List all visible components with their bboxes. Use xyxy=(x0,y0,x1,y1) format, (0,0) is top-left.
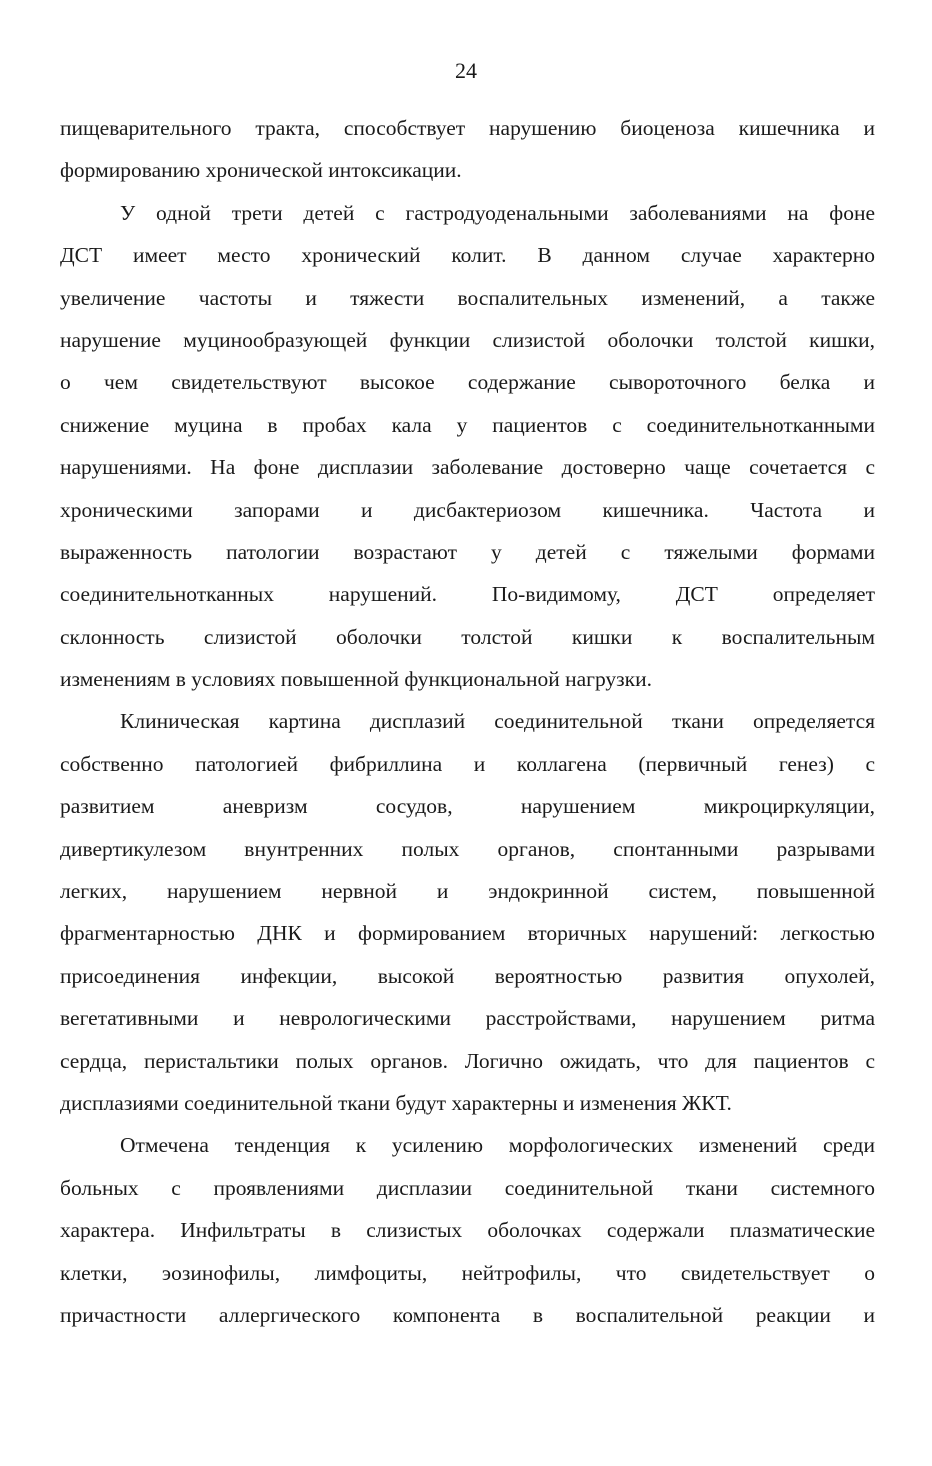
text-line: нарушение муцинообразующей функции слизистой оболочки толстой кишки, xyxy=(60,327,875,352)
text-line: хроническими запорами и дисбактериозом кишечника. Частота и xyxy=(60,497,875,522)
text-line: склонность слизистой оболочки толстой кишки к воспалительным xyxy=(60,624,875,649)
text-line: Отмечена тенденция к усилению морфологических изменений среди xyxy=(120,1133,875,1158)
text-line: развитием аневризм сосудов, нарушением микроциркуляции, xyxy=(60,794,875,819)
text-line: дивертикулезом внунтренних полых органов, спонтанными разрывами xyxy=(60,836,875,861)
text-line: У одной трети детей с гастродуоденальными заболеваниями на фоне xyxy=(120,200,875,225)
text-line: вегетативными и неврологическими расстройствами, нарушением ритма xyxy=(60,1006,875,1031)
text-line: о чем свидетельствуют высокое содержание сывороточного белка и xyxy=(60,370,875,395)
text-line: дисплазиями соединительной ткани будут характерны и изменения ЖКТ. xyxy=(60,1090,732,1115)
text-line: формированию хронической интоксикации. xyxy=(60,158,462,183)
text-line: клетки, эозинофилы, лимфоциты, нейтрофилы, что свидетельствует о xyxy=(60,1260,875,1285)
text-line: выраженность патологии возрастают у детей с тяжелыми формами xyxy=(60,539,875,564)
text-line: легких, нарушением нервной и эндокринной систем, повышенной xyxy=(60,879,875,904)
page-number: 24 xyxy=(455,58,477,83)
paragraph xyxy=(60,1124,875,1336)
text-line: собственно патологией фибриллина и коллагена (первичный генез) с xyxy=(60,751,875,776)
text-line: Клиническая картина дисплазий соединительной ткани определяется xyxy=(120,709,875,734)
paragraph xyxy=(60,107,875,192)
text-line: нарушениями. На фоне дисплазии заболевание достоверно чаще сочетается с xyxy=(60,455,875,480)
text-line: сердца, перистальтики полых органов. Логично ожидать, что для пациентов с xyxy=(60,1048,875,1073)
paragraph xyxy=(60,192,875,701)
text-line: больных с проявлениями дисплазии соединительной ткани системного xyxy=(60,1175,875,1200)
text-line: присоединения инфекции, высокой вероятностью развития опухолей, xyxy=(60,963,875,988)
body-text xyxy=(60,107,875,1336)
text-line: пищеварительного тракта, способствует нарушению биоценоза кишечника и xyxy=(60,116,875,140)
text-line: фрагментарностью ДНК и формированием вторичных нарушений: легкостью xyxy=(60,921,875,946)
paragraph xyxy=(60,700,875,1124)
text-line: ДСТ имеет место хронический колит. В данном случае характерно xyxy=(60,243,875,268)
text-line: снижение муцина в пробах кала у пациентов с соединительнотканными xyxy=(60,412,875,437)
text-line: увеличение частоты и тяжести воспалительных изменений, а также xyxy=(60,285,875,310)
text-line: изменениям в условиях повышенной функциональной нагрузки. xyxy=(60,667,653,692)
text-line: соединительнотканных нарушений. По-видимому, ДСТ определяет xyxy=(60,582,875,607)
text-line: причастности аллергического компонента в воспалительной реакции и xyxy=(60,1302,875,1327)
text-line: характера. Инфильтраты в слизистых оболочках содержали плазматические xyxy=(60,1218,875,1243)
